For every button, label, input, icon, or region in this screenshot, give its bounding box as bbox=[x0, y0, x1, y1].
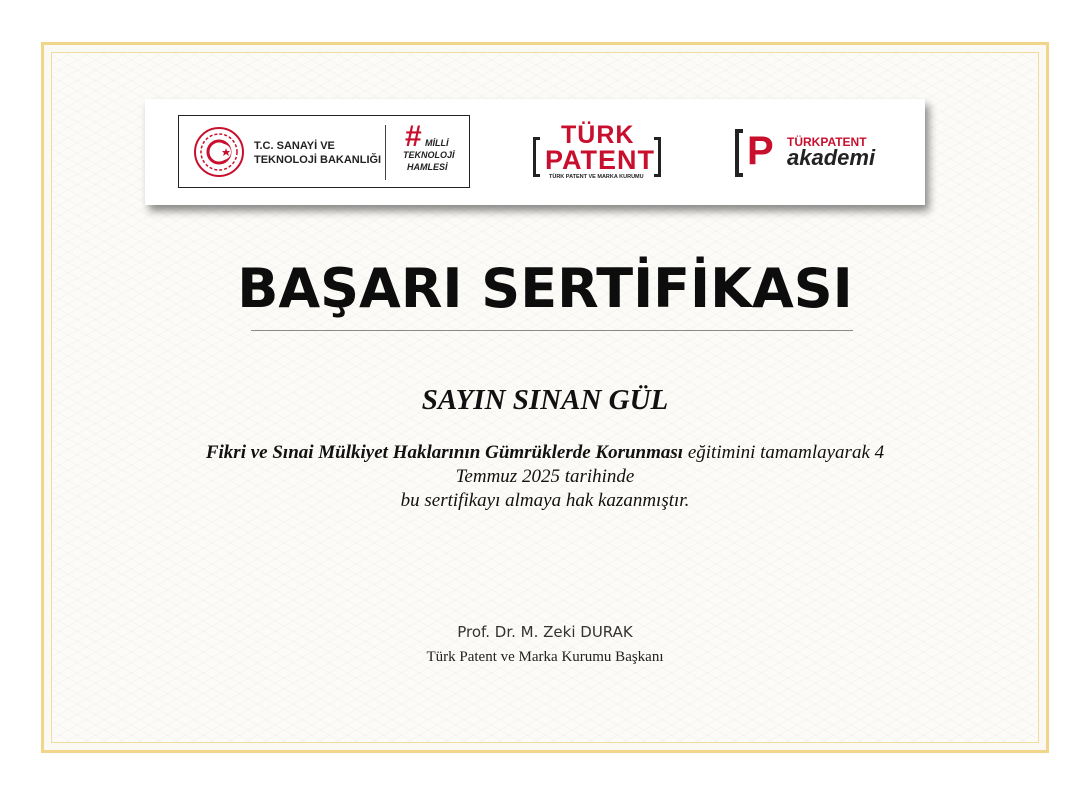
akademi-brand-text: TÜRKPATENT bbox=[787, 135, 867, 149]
ministry-logo-box bbox=[178, 115, 470, 188]
turkpatent-main-text: PATENT bbox=[545, 145, 655, 175]
akademi-word-text: akademi bbox=[787, 145, 876, 170]
left-bracket-icon bbox=[533, 137, 540, 177]
turkpatent-logo bbox=[531, 121, 661, 183]
akademi-ip-letter: P bbox=[747, 129, 774, 173]
mth-line-1: MİLLİ bbox=[425, 138, 449, 148]
ministry-line-2: TEKNOLOJİ BAKANLIĞI bbox=[254, 154, 382, 166]
statement-part-3: bu sertifikayı almaya hak kazanmıştır. bbox=[400, 490, 690, 511]
turkpatent-sub-text: TÜRK PATENT VE MARKA KURUMU bbox=[549, 174, 644, 180]
title-divider bbox=[251, 330, 853, 331]
mth-line-3: HAMLESİ bbox=[407, 162, 448, 172]
ministry-seal-icon bbox=[193, 126, 245, 178]
turkpatent-top-text: TÜRK bbox=[561, 121, 635, 149]
logo-banner bbox=[145, 99, 925, 205]
turkpatent-akademi-logo bbox=[735, 127, 885, 179]
akademi-bracket-icon bbox=[735, 129, 743, 177]
milli-teknoloji-hamlesi-logo bbox=[401, 120, 461, 182]
certificate-title: BAŞARI SERTİFİKASI bbox=[237, 257, 853, 320]
signer-name: Prof. Dr. M. Zeki DURAK bbox=[457, 623, 633, 641]
recipient-name: SAYIN SINAN GÜL bbox=[421, 384, 669, 416]
statement-part-2: Temmuz 2025 tarihinde bbox=[455, 466, 635, 487]
ministry-line-1: T.C. SANAYİ VE bbox=[254, 140, 335, 152]
signer-title: Türk Patent ve Marka Kurumu Başkanı bbox=[426, 649, 664, 665]
mth-line-2: TEKNOLOJİ bbox=[403, 150, 455, 160]
ministry-separator bbox=[385, 125, 386, 180]
hash-icon: # bbox=[405, 120, 422, 153]
course-name: Fikri ve Sınai Mülkiyet Haklarının Gümrüklerde Korunması bbox=[205, 442, 684, 463]
statement-part-1: eğitimini tamamlayarak 4 bbox=[683, 442, 885, 463]
certificate-statement bbox=[160, 441, 930, 513]
ministry-name bbox=[254, 139, 381, 167]
right-bracket-icon bbox=[654, 137, 661, 177]
